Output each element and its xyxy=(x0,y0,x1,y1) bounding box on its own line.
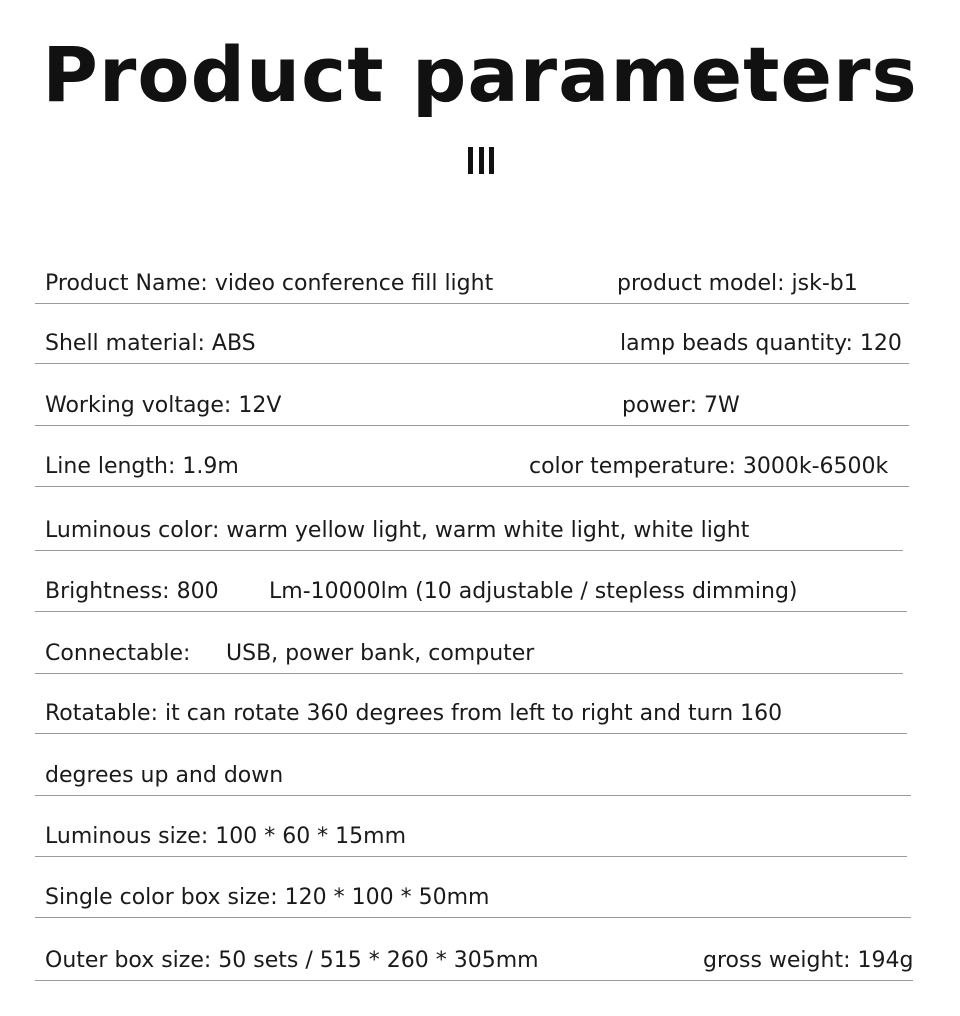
spec-rotatable: Rotatable: it can rotate 360 degrees from left to right and turn 160 xyxy=(45,701,783,726)
spec-row xyxy=(0,817,960,857)
spec-row xyxy=(0,756,960,796)
spec-row xyxy=(0,447,960,487)
row-divider xyxy=(35,611,907,612)
spec-rotatable-continued: degrees up and down xyxy=(45,763,284,788)
row-divider xyxy=(35,856,907,857)
row-divider xyxy=(35,303,909,304)
spec-connectable-label: Connectable: xyxy=(45,641,191,666)
spec-row xyxy=(0,264,960,304)
row-divider xyxy=(35,673,903,674)
divider-bars-icon xyxy=(468,147,494,174)
spec-power: power: 7W xyxy=(622,393,740,418)
row-divider xyxy=(35,425,909,426)
row-divider xyxy=(35,363,909,364)
spec-lamp-beads: lamp beads quantity: 120 xyxy=(620,331,902,356)
spec-working-voltage: Working voltage: 12V xyxy=(45,393,282,418)
spec-line-length: Line length: 1.9m xyxy=(45,454,239,479)
spec-row xyxy=(0,878,960,918)
spec-brightness: Brightness: 800 xyxy=(45,579,219,604)
spec-luminous-color: Luminous color: warm yellow light, warm white light, white light xyxy=(45,518,750,543)
row-divider xyxy=(35,550,903,551)
row-divider xyxy=(35,486,909,487)
spec-color-temperature: color temperature: 3000k-6500k xyxy=(529,454,889,479)
spec-color-box-size: Single color box size: 120 * 100 * 50mm xyxy=(45,885,490,910)
spec-outer-box-size: Outer box size: 50 sets / 515 * 260 * 305mm xyxy=(45,948,539,973)
page-title: Product parameters xyxy=(42,30,918,119)
spec-shell-material: Shell material: ABS xyxy=(45,331,256,356)
spec-connectable-value: USB, power bank, computer xyxy=(226,641,535,666)
spec-product-name: Product Name: video conference fill light xyxy=(45,271,494,296)
spec-luminous-size: Luminous size: 100 * 60 * 15mm xyxy=(45,824,407,849)
spec-row xyxy=(0,572,960,612)
spec-row xyxy=(0,511,960,551)
spec-row xyxy=(0,386,960,426)
spec-gross-weight: gross weight: 194g xyxy=(703,948,914,973)
spec-row xyxy=(0,941,960,981)
row-divider xyxy=(35,795,911,796)
row-divider xyxy=(35,733,907,734)
row-divider xyxy=(35,980,913,981)
row-divider xyxy=(35,917,911,918)
spec-product-model: product model: jsk-b1 xyxy=(617,271,858,296)
spec-row xyxy=(0,694,960,734)
spec-row xyxy=(0,634,960,674)
spec-row xyxy=(0,324,960,364)
spec-brightness-range: Lm-10000lm (10 adjustable / stepless dimming) xyxy=(269,579,798,604)
